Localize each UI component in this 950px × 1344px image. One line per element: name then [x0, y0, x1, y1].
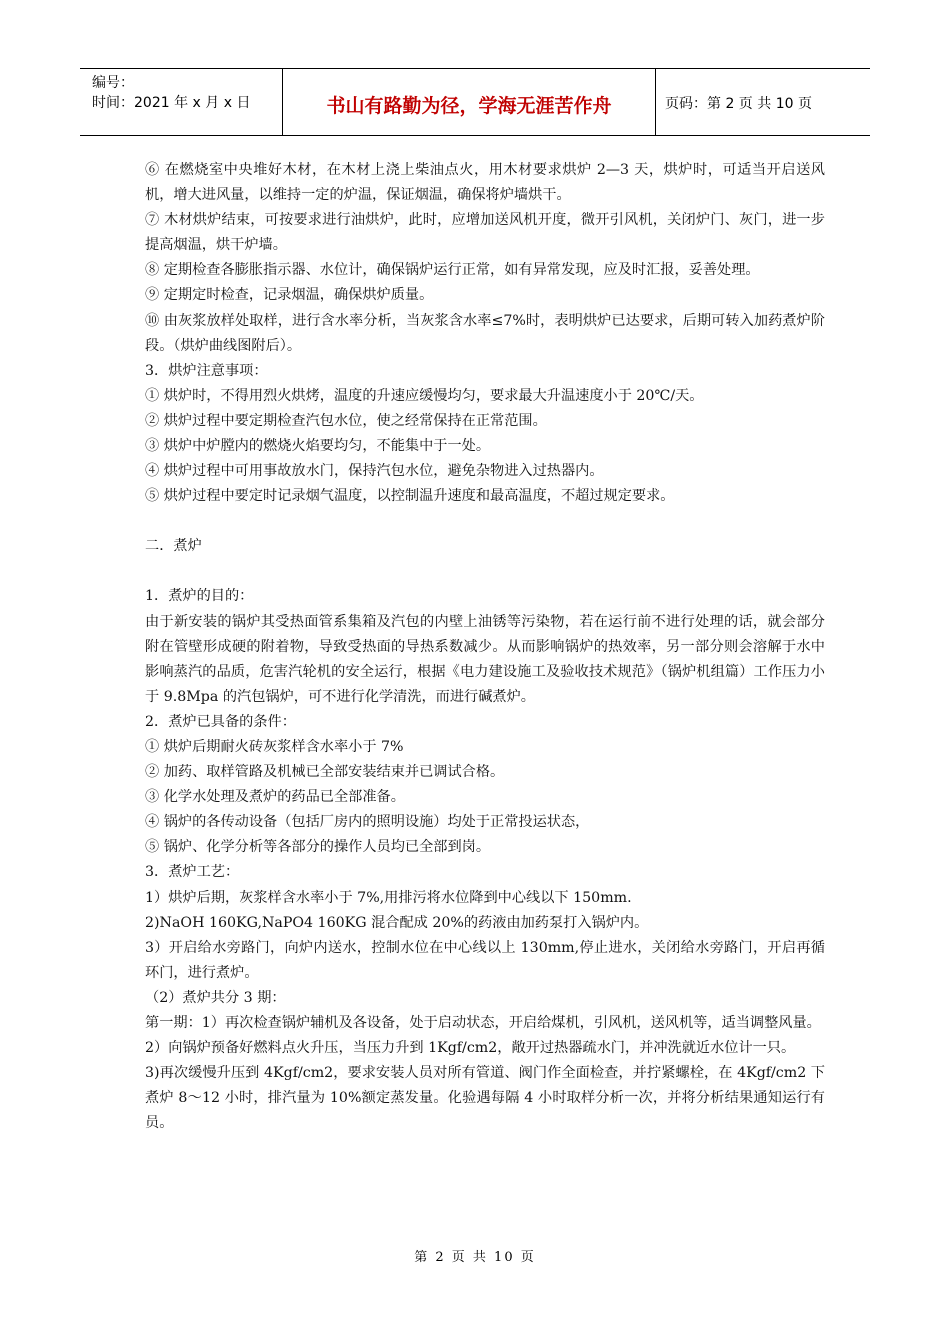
doc-code-label: 编号：: [92, 75, 134, 91]
footer-page-number: 第 2 页 共 10 页: [414, 1250, 536, 1265]
page-footer: [0, 1246, 950, 1265]
spacer: [145, 559, 825, 584]
doc-date-label: 时间：2021 年 x 月 x 日: [92, 95, 251, 111]
list-item: 3)再次缓慢升压到 4Kgf/cm2，要求安装人员对所有管道、阀门作全面检查，并拧紧螺栓，在 4Kgf/cm2 下煮炉 8～12 小时，排汽量为 10%额定蒸发量。化验遇每隔 4 小时取样分析一次，并将分析结果通知运行有员。: [145, 1065, 825, 1132]
paragraph: ⑨ 定期定时检查，记录烟温，确保烘炉质量。: [145, 287, 434, 304]
list-item: ⑤ 烘炉过程中要定时记录烟气温度，以控制温升速度和最高温度，不超过规定要求。: [145, 488, 675, 505]
paragraph: ⑧ 定期检查各膨胀指示器、水位计，确保锅炉运行正常，如有异常发现，应及时汇报，妥善处理。: [145, 262, 760, 279]
header-divider-right: [655, 68, 656, 135]
section-heading: 2．煮炉已具备的条件：: [145, 713, 296, 730]
document-body: [145, 158, 825, 1136]
header-top-rule: [80, 68, 870, 69]
list-item: ④ 烘炉过程中可用事故放水门，保持汽包水位，避免杂物进入过热器内。: [145, 463, 604, 480]
list-item: 2）向锅炉预备好燃料点火升压，当压力升到 1Kgf/cm2，敞开过热器疏水门，并冲洗就近水位计一只。: [145, 1040, 796, 1057]
list-item: ③ 化学水处理及煮炉的药品已全部准备。: [145, 789, 405, 806]
list-item: ① 烘炉后期耐火砖灰浆样含水率小于 7%: [145, 738, 404, 755]
section-heading: 1．煮炉的目的：: [145, 588, 254, 605]
list-item: 3）开启给水旁路门，向炉内送水，控制水位在中心线以上 130mm,停止进水，关闭给水旁路门，开启再循环门，进行煮炉。: [145, 939, 825, 981]
list-item: 第一期：1）再次检查锅炉辅机及各设备，处于启动状态，开启给煤机，引风机，送风机等，适当调整风量。: [145, 1015, 821, 1031]
list-item: 2)NaOH 160KG,NaPO4 160KG 混合配成 20%的药液由加药泵打入锅炉内。: [145, 914, 649, 931]
list-item: ② 加药、取样管路及机械已全部安装结束并已调试合格。: [145, 764, 505, 781]
section-heading: 3．煮炉工艺：: [145, 864, 240, 881]
paragraph: 由于新安装的锅炉其受热面管系集箱及汽包的内壁上油锈等污染物，若在运行前不进行处理的话，就会部分附在管壁形成硬的附着物，导致受热面的导热系数减少。从而影响锅炉的热效率，另一部分则会溶解于水中影响蒸汽的品质，危害汽轮机的安全运行，根据《电力建设施工及验收技术规范》（锅炉机组篇）工作压力小于 9.8Mpa 的汽包锅炉，可不进行化学清洗，而进行碱煮炉。: [145, 613, 825, 705]
paragraph: ⑥ 在燃烧室中央堆好木材，在木材上浇上柴油点火，用木材要求烘炉 2—3 天，烘炉时，可适当开启送风机，增大进风量，以维持一定的炉温，保证烟温，确保将炉墙烘干。: [145, 162, 825, 204]
list-item: 1）烘炉后期，灰浆样含水率小于 7%,用排污将水位降到中心线以下 150mm.: [145, 889, 632, 906]
header-divider-left: [282, 68, 283, 135]
section-heading: 3．烘炉注意事项：: [145, 362, 268, 379]
spacer: [145, 509, 825, 534]
list-item: （2）煮炉共分 3 期：: [145, 989, 286, 1006]
list-item: ② 烘炉过程中要定期检查汽包水位，使之经常保持在正常范围。: [145, 412, 547, 429]
header-meta: [92, 73, 250, 113]
paragraph: ⑩ 由灰浆放样处取样，进行含水率分析，当灰浆含水率≤7%时，表明烘炉已达要求，后期可转入加药煮炉阶段。（烘炉曲线图附后）。: [145, 312, 825, 354]
list-item: ① 烘炉时，不得用烈火烘烤，温度的升速应缓慢均匀，要求最大升温速度小于 20℃/天。: [145, 387, 704, 404]
list-item: ④ 锅炉的各传动设备（包括厂房内的照明设施）均处于正常投运状态，: [145, 814, 590, 831]
header-page-number: 页码：第 2 页 共 10 页: [665, 96, 812, 112]
paragraph: ⑦ 木材烘炉结束，可按要求进行油烘炉，此时，应增加送风机开度，微开引风机，关闭炉门、灰门，进一步提高烟温，烘干炉墙。: [145, 212, 825, 254]
list-item: ③ 烘炉中炉膛内的燃烧火焰要均匀，不能集中于一处。: [145, 438, 491, 455]
list-item: ⑤ 锅炉、化学分析等各部分的操作人员均已全部到岗。: [145, 839, 491, 856]
header-bottom-rule: [80, 135, 870, 136]
header-motto: 书山有路勤为径，学海无涯苦作舟: [326, 95, 612, 117]
chapter-heading: 二．煮炉: [145, 538, 202, 555]
